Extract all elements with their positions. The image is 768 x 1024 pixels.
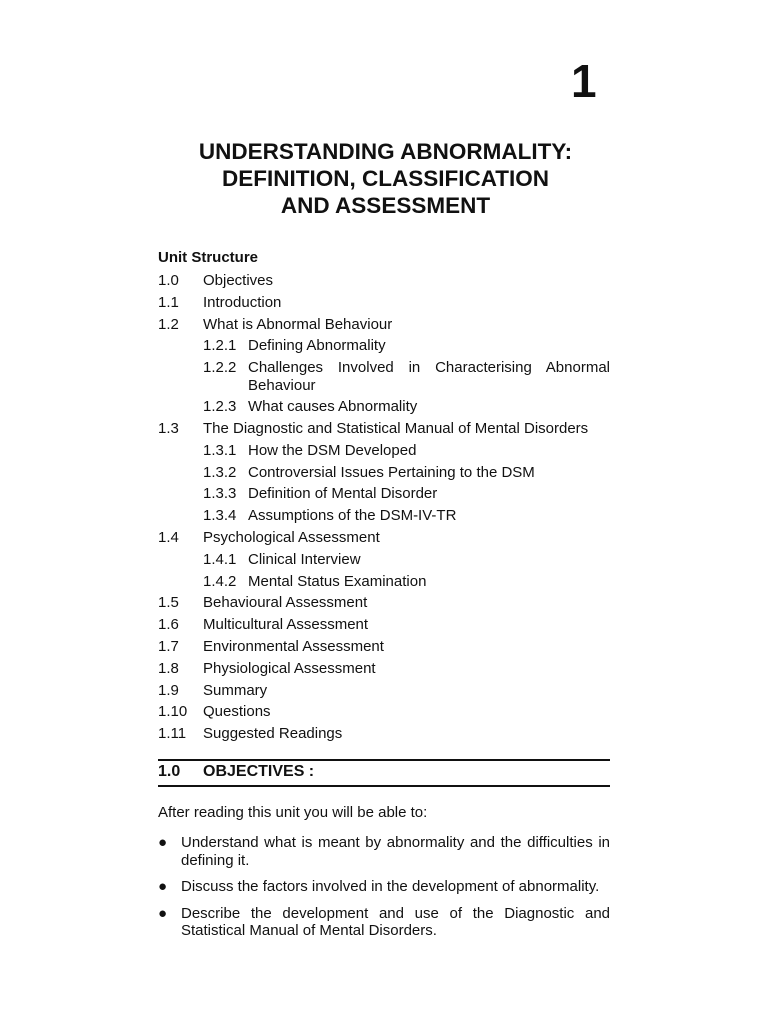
section-title: OBJECTIVES : — [203, 763, 315, 780]
chapter-title-line: AND ASSESSMENT — [280, 193, 491, 218]
section-intro: After reading this unit you will be able to: — [158, 804, 428, 821]
toc-item-number: 1.4 — [158, 528, 179, 546]
toc-item — [158, 314, 610, 336]
toc-item — [158, 592, 610, 614]
section-rule-top — [158, 759, 610, 761]
toc-item-number: 1.7 — [158, 637, 179, 655]
list-item — [158, 878, 610, 896]
toc-item-label: Objectives — [203, 272, 274, 289]
toc-subitem — [158, 335, 610, 357]
toc-subitem — [158, 549, 610, 571]
toc-subitem — [158, 571, 610, 593]
toc-item — [158, 701, 610, 723]
chapter-title — [0, 138, 768, 219]
toc-item — [158, 636, 610, 658]
toc-item-number: 1.3.1 — [203, 441, 237, 459]
toc-item-label: Suggested Readings — [203, 725, 343, 743]
bullet-icon: ● — [158, 878, 168, 895]
chapter-title-line: UNDERSTANDING ABNORMALITY: — [198, 139, 573, 164]
toc-item-number: 1.3.3 — [203, 485, 237, 503]
list-item-text: Describe the development and use of the Diagnostic and Statistical Manual of Mental Disorders. — [181, 904, 610, 939]
section-number: 1.0 — [158, 763, 181, 780]
toc-item-number: 1.6 — [158, 616, 179, 634]
toc-item-number: 1.3.2 — [203, 463, 237, 481]
toc-subitem — [158, 396, 610, 418]
toc-item — [158, 292, 610, 314]
toc-item-label: Psychological Assessment — [203, 528, 380, 546]
toc-item-number: 1.10 — [158, 703, 188, 721]
toc-item-number: 1.2.3 — [203, 398, 237, 416]
toc-item-label: Questions — [203, 703, 271, 721]
toc-item-label: Defining Abnormality — [248, 337, 386, 355]
list-item — [158, 834, 610, 869]
objectives-list — [158, 834, 610, 949]
bullet-icon: ● — [158, 834, 168, 851]
unit-structure-list — [158, 270, 610, 745]
toc-item — [158, 527, 610, 549]
toc-item — [158, 680, 610, 702]
toc-item-number: 1.3.4 — [203, 507, 237, 525]
toc-item — [158, 723, 610, 745]
chapter-number: 1 — [571, 55, 597, 107]
toc-item-number: 1.2 — [158, 315, 179, 333]
list-item — [158, 905, 610, 940]
section-rule-bottom — [158, 785, 610, 787]
list-item-text: Discuss the factors involved in the development of abnormality. — [181, 878, 600, 895]
toc-item-number: 1.5 — [158, 594, 179, 612]
toc-subitem — [158, 505, 610, 527]
toc-subitem — [158, 462, 610, 484]
toc-item-number: 1.0 — [158, 272, 179, 289]
toc-item-number: 1.1 — [158, 293, 179, 311]
toc-item-label: Assumptions of the DSM-IV-TR — [248, 507, 457, 525]
unit-structure-heading: Unit Structure — [158, 249, 259, 266]
toc-item — [158, 658, 610, 680]
toc-item-number: 1.11 — [158, 725, 187, 743]
toc-item-label: Summary — [203, 681, 268, 699]
toc-item-label: Clinical Interview — [248, 550, 361, 568]
toc-item-number: 1.4.2 — [203, 572, 237, 590]
toc-item-label: Definition of Mental Disorder — [248, 485, 438, 503]
toc-item-number: 1.4.1 — [203, 550, 237, 568]
toc-item-label: Environmental Assessment — [203, 637, 384, 655]
toc-subitem — [158, 440, 610, 462]
toc-item-label: How the DSM Developed — [248, 441, 417, 459]
toc-item — [158, 614, 610, 636]
toc-item — [158, 418, 610, 440]
toc-item-number: 1.2.1 — [203, 337, 237, 355]
toc-item-number: 1.9 — [158, 681, 179, 699]
toc-item-label: The Diagnostic and Statistical Manual of Mental Disorders — [203, 419, 589, 437]
toc-subitem — [158, 483, 610, 505]
toc-item-number: 1.8 — [158, 659, 179, 677]
toc-item-label: Introduction — [203, 293, 282, 311]
toc-item-label: Mental Status Examination — [248, 572, 427, 590]
toc-item — [158, 270, 610, 292]
list-item-text: Understand what is meant by abnormality and the difficulties in defining it. — [181, 834, 610, 869]
toc-item-number: 1.3 — [158, 419, 179, 437]
toc-item-label: Physiological Assessment — [203, 659, 376, 677]
toc-item-label: Challenges Involved in Characterising Abnormal Behaviour — [248, 359, 610, 394]
toc-item-label: What causes Abnormality — [248, 398, 418, 416]
toc-item-label: Behavioural Assessment — [203, 594, 368, 612]
toc-item-label: Controversial Issues Pertaining to the DSM — [248, 463, 535, 481]
chapter-title-line: DEFINITION, CLASSIFICATION — [221, 166, 550, 191]
bullet-icon: ● — [158, 904, 168, 922]
toc-item-number: 1.2.2 — [203, 359, 237, 377]
toc-item-label: Multicultural Assessment — [203, 616, 369, 634]
toc-item-label: What is Abnormal Behaviour — [203, 315, 393, 333]
toc-subitem — [158, 357, 610, 396]
